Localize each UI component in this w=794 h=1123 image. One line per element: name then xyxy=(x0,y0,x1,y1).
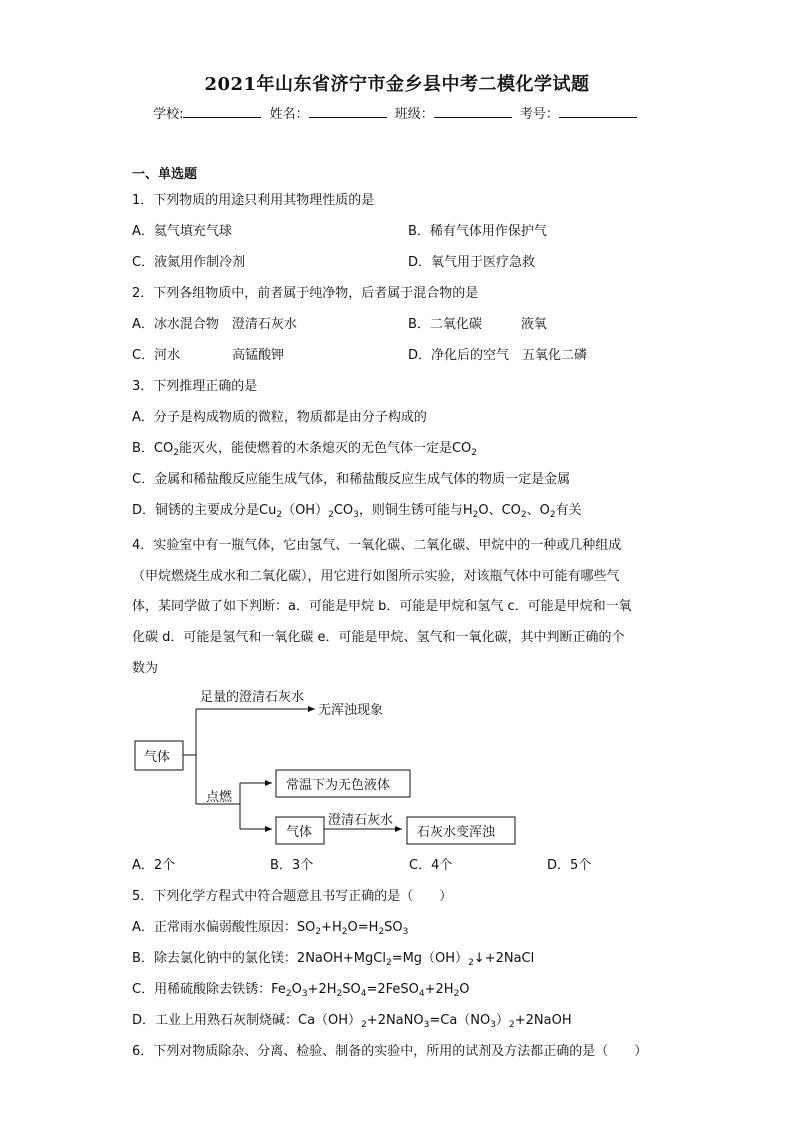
name-label: 姓名： xyxy=(269,107,309,122)
result2-label: 石灰水变浑浊 xyxy=(417,825,496,840)
ignite-label: 点燃 xyxy=(206,790,233,805)
reagent1-label: 足量的澄清石灰水 xyxy=(200,690,305,705)
q5-option-b: B．除去氯化钠中的氯化镁：$2NaOH+MgCl_2=Mg(OH)_2↓+2NaCl$ xyxy=(132,951,535,968)
reagent2-label: 澄清石灰水 xyxy=(328,813,394,828)
q1-stem: 1．下列物质的用途只利用其物理性质的是 xyxy=(132,193,375,208)
q4-option-d: D．5个 xyxy=(547,858,592,873)
q4-stem-line3: 体，某同学做了如下判断：a．可能是甲烷 b．可能是甲烷和氢气 c．可能是甲烷和一氧 xyxy=(132,599,632,614)
q3-option-c: C．金属和稀盐酸反应能生成气体，和稀盐酸反应生成气体的物质一定是金属 xyxy=(132,472,571,487)
q4-stem-line5: 数为 xyxy=(132,661,159,676)
page-title: 2021年山东省济宁市金乡县中考二模化学试题 xyxy=(204,74,590,95)
q2-option-a: A．冰水混合物 澄清石灰水 xyxy=(132,317,297,332)
q1-option-d: D．氧气用于医疗急救 xyxy=(408,255,536,270)
experiment-flow-diagram xyxy=(130,680,530,850)
result1-label: 无浑浊现象 xyxy=(318,703,384,718)
q3-option-b: B．$CO_2$能灭火，能使燃着的木条熄灭的无色气体一定是$CO_2$ xyxy=(132,441,478,458)
q4-option-a: A．2个 xyxy=(132,858,176,873)
school-label: 学校: xyxy=(153,107,184,122)
name-blank[interactable] xyxy=(309,105,387,118)
q1-option-b: B．稀有气体用作保护气 xyxy=(408,224,547,239)
gas2-label: 气体 xyxy=(286,825,313,840)
q2-option-c: C．河水 高锰酸钾 xyxy=(132,348,285,363)
student-info-line xyxy=(0,103,794,122)
class-blank[interactable] xyxy=(434,105,512,118)
product1-label: 常温下为无色液体 xyxy=(286,778,391,793)
q1-option-c: C．液氮用作制冷剂 xyxy=(132,255,246,270)
q4-stem-line2: （甲烷燃烧生成水和二氧化碳），用它进行如图所示实验，对该瓶气体中可能有哪些气 xyxy=(132,569,620,584)
number-label: 考号： xyxy=(519,107,559,122)
q5-option-d: D．工业上用熟石灰制烧碱：$Ca(OH)_2+2NaNO_3=Ca(NO_3)_2+2NaOH$ xyxy=(132,1013,572,1030)
section-title: 一、单选题 xyxy=(132,167,198,182)
number-blank[interactable] xyxy=(559,105,637,118)
q2-option-d: D．净化后的空气 五氧化二磷 xyxy=(408,348,588,363)
q5-option-a: A．正常雨水偏弱酸性原因：$SO_2+H_2O=H_2SO_3$ xyxy=(132,920,409,937)
q3-option-a: A．分子是构成物质的微粒，物质都是由分子构成的 xyxy=(132,410,427,425)
q2-option-b: B．二氧化碳 液氧 xyxy=(408,317,547,332)
q4-option-b: B．3个 xyxy=(270,858,314,873)
q3-option-d: D．铜锈的主要成分是$Cu_2(OH)_2CO_3$，则铜生锈可能与$H_2O$、$CO_2$、$O_2$有关 xyxy=(132,503,582,520)
q4-stem-line4: 化碳 d．可能是氢气和一氧化碳 e．可能是甲烷、氢气和一氧化碳，其中判断正确的个 xyxy=(132,630,625,645)
q4-stem-line1: 4．实验室中有一瓶气体，它由氢气、一氧化碳、二氧化碳、甲烷中的一种或几种组成 xyxy=(132,538,622,553)
q6-stem: 6．下列对物质除杂、分离、检验、制备的实验中，所用的试剂及方法都正确的是（ ） xyxy=(132,1044,648,1059)
q4-option-c: C．4个 xyxy=(409,858,453,873)
class-label: 班级： xyxy=(394,107,434,122)
q5-option-c: C．用稀硫酸除去铁锈：$Fe_2O_3+2H_2SO_4=2FeSO_4+2H_2O$ xyxy=(132,982,470,999)
q1-option-a: A．氦气填充气球 xyxy=(132,224,232,239)
q2-stem: 2．下列各组物质中，前者属于纯净物，后者属于混合物的是 xyxy=(132,286,479,301)
school-blank[interactable] xyxy=(183,105,261,118)
q3-stem: 3．下列推理正确的是 xyxy=(132,379,258,394)
gas-box-label: 气体 xyxy=(144,750,171,765)
q5-stem: 5．下列化学方程式中符合题意且书写正确的是（ ） xyxy=(132,889,453,904)
